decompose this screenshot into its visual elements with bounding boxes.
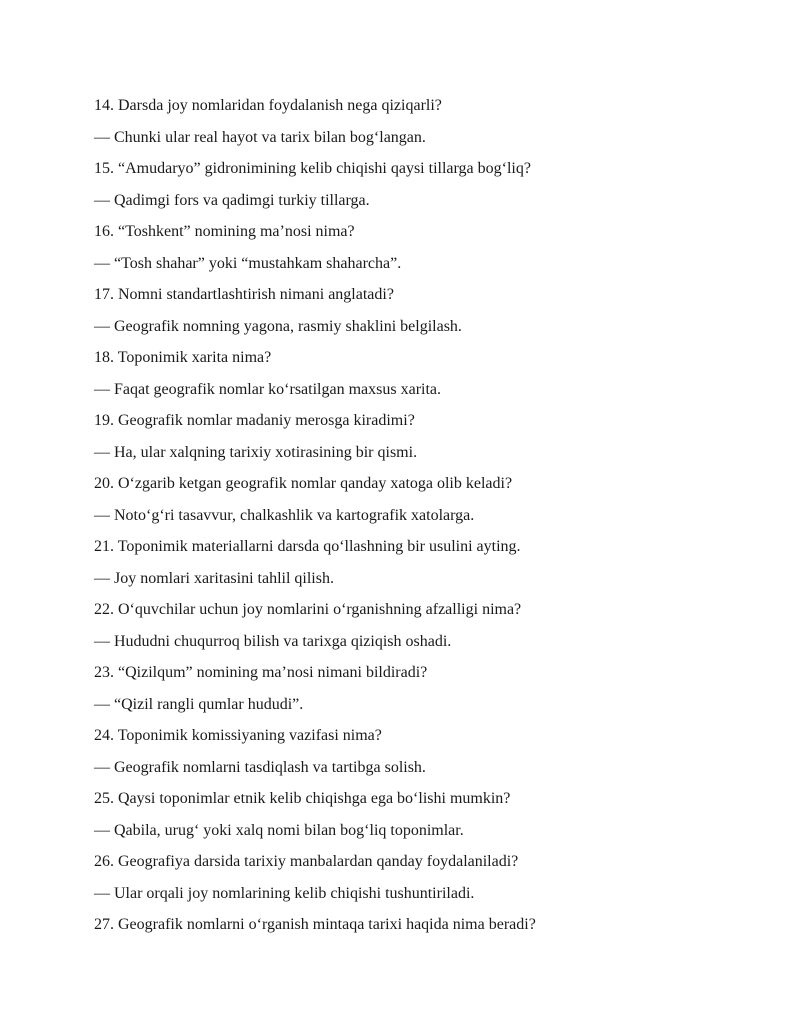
answer-line: — Qabila, urug‘ yoki xalq nomi bilan bog‘liq toponimlar. [94,821,464,839]
question-line: 27. Geografik nomlarni o‘rganish mintaqa tarixi haqida nima beradi? [94,916,536,933]
answer-line: — Faqat geografik nomlar ko‘rsatilgan maxsus xarita. [94,380,442,398]
question-line: 25. Qaysi toponimlar etnik kelib chiqishga ega bo‘lishi mumkin? [94,790,511,807]
question-line: 19. Geografik nomlar madaniy merosga kiradimi? [94,412,415,429]
answer-line: — Hududni chuqurroq bilish va tarixga qiziqish oshadi. [94,632,452,650]
answer-line: — “Qizil rangli qumlar hududi”. [94,695,304,713]
question-line: 22. O‘quvchilar uchun joy nomlarini o‘rganishning afzalligi nima? [94,601,522,618]
question-line: 16. “Toshkent” nomining ma’nosi nima? [94,223,355,240]
answer-line: — Qadimgi fors va qadimgi turkiy tillarga. [94,191,370,209]
answer-line: — Noto‘g‘ri tasavvur, chalkashlik va kartografik xatolarga. [94,506,475,524]
qa-list [94,94,774,945]
question-line: 20. O‘zgarib ketgan geografik nomlar qanday xatoga olib keladi? [94,475,513,492]
question-line: 15. “Amudaryo” gidronimining kelib chiqishi qaysi tillarga bog‘liq? [94,160,531,177]
question-line: 23. “Qizilqum” nomining ma’nosi nimani bildiradi? [94,664,428,681]
answer-line: — Joy nomlari xaritasini tahlil qilish. [94,569,334,587]
question-line: 18. Toponimik xarita nima? [94,349,272,366]
answer-line: — Chunki ular real hayot va tarix bilan bog‘langan. [94,128,426,146]
question-line: 26. Geografiya darsida tarixiy manbalardan qanday foydalaniladi? [94,853,519,870]
answer-line: — Ular orqali joy nomlarining kelib chiqishi tushuntiriladi. [94,884,475,902]
answer-line: — “Tosh shahar” yoki “mustahkam shaharcha”. [94,254,402,272]
answer-line: — Geografik nomlarni tasdiqlash va tartibga solish. [94,758,426,776]
question-line: 21. Toponimik materiallarni darsda qo‘llashning bir usulini ayting. [94,538,521,555]
question-line: 14. Darsda joy nomlaridan foydalanish nega qiziqarli? [94,97,442,114]
answer-line: — Geografik nomning yagona, rasmiy shaklini belgilash. [94,317,462,335]
answer-line: — Ha, ular xalqning tarixiy xotirasining bir qismi. [94,443,418,461]
question-line: 24. Toponimik komissiyaning vazifasi nima? [94,727,382,744]
question-line: 17. Nomni standartlashtirish nimani anglatadi? [94,286,394,303]
